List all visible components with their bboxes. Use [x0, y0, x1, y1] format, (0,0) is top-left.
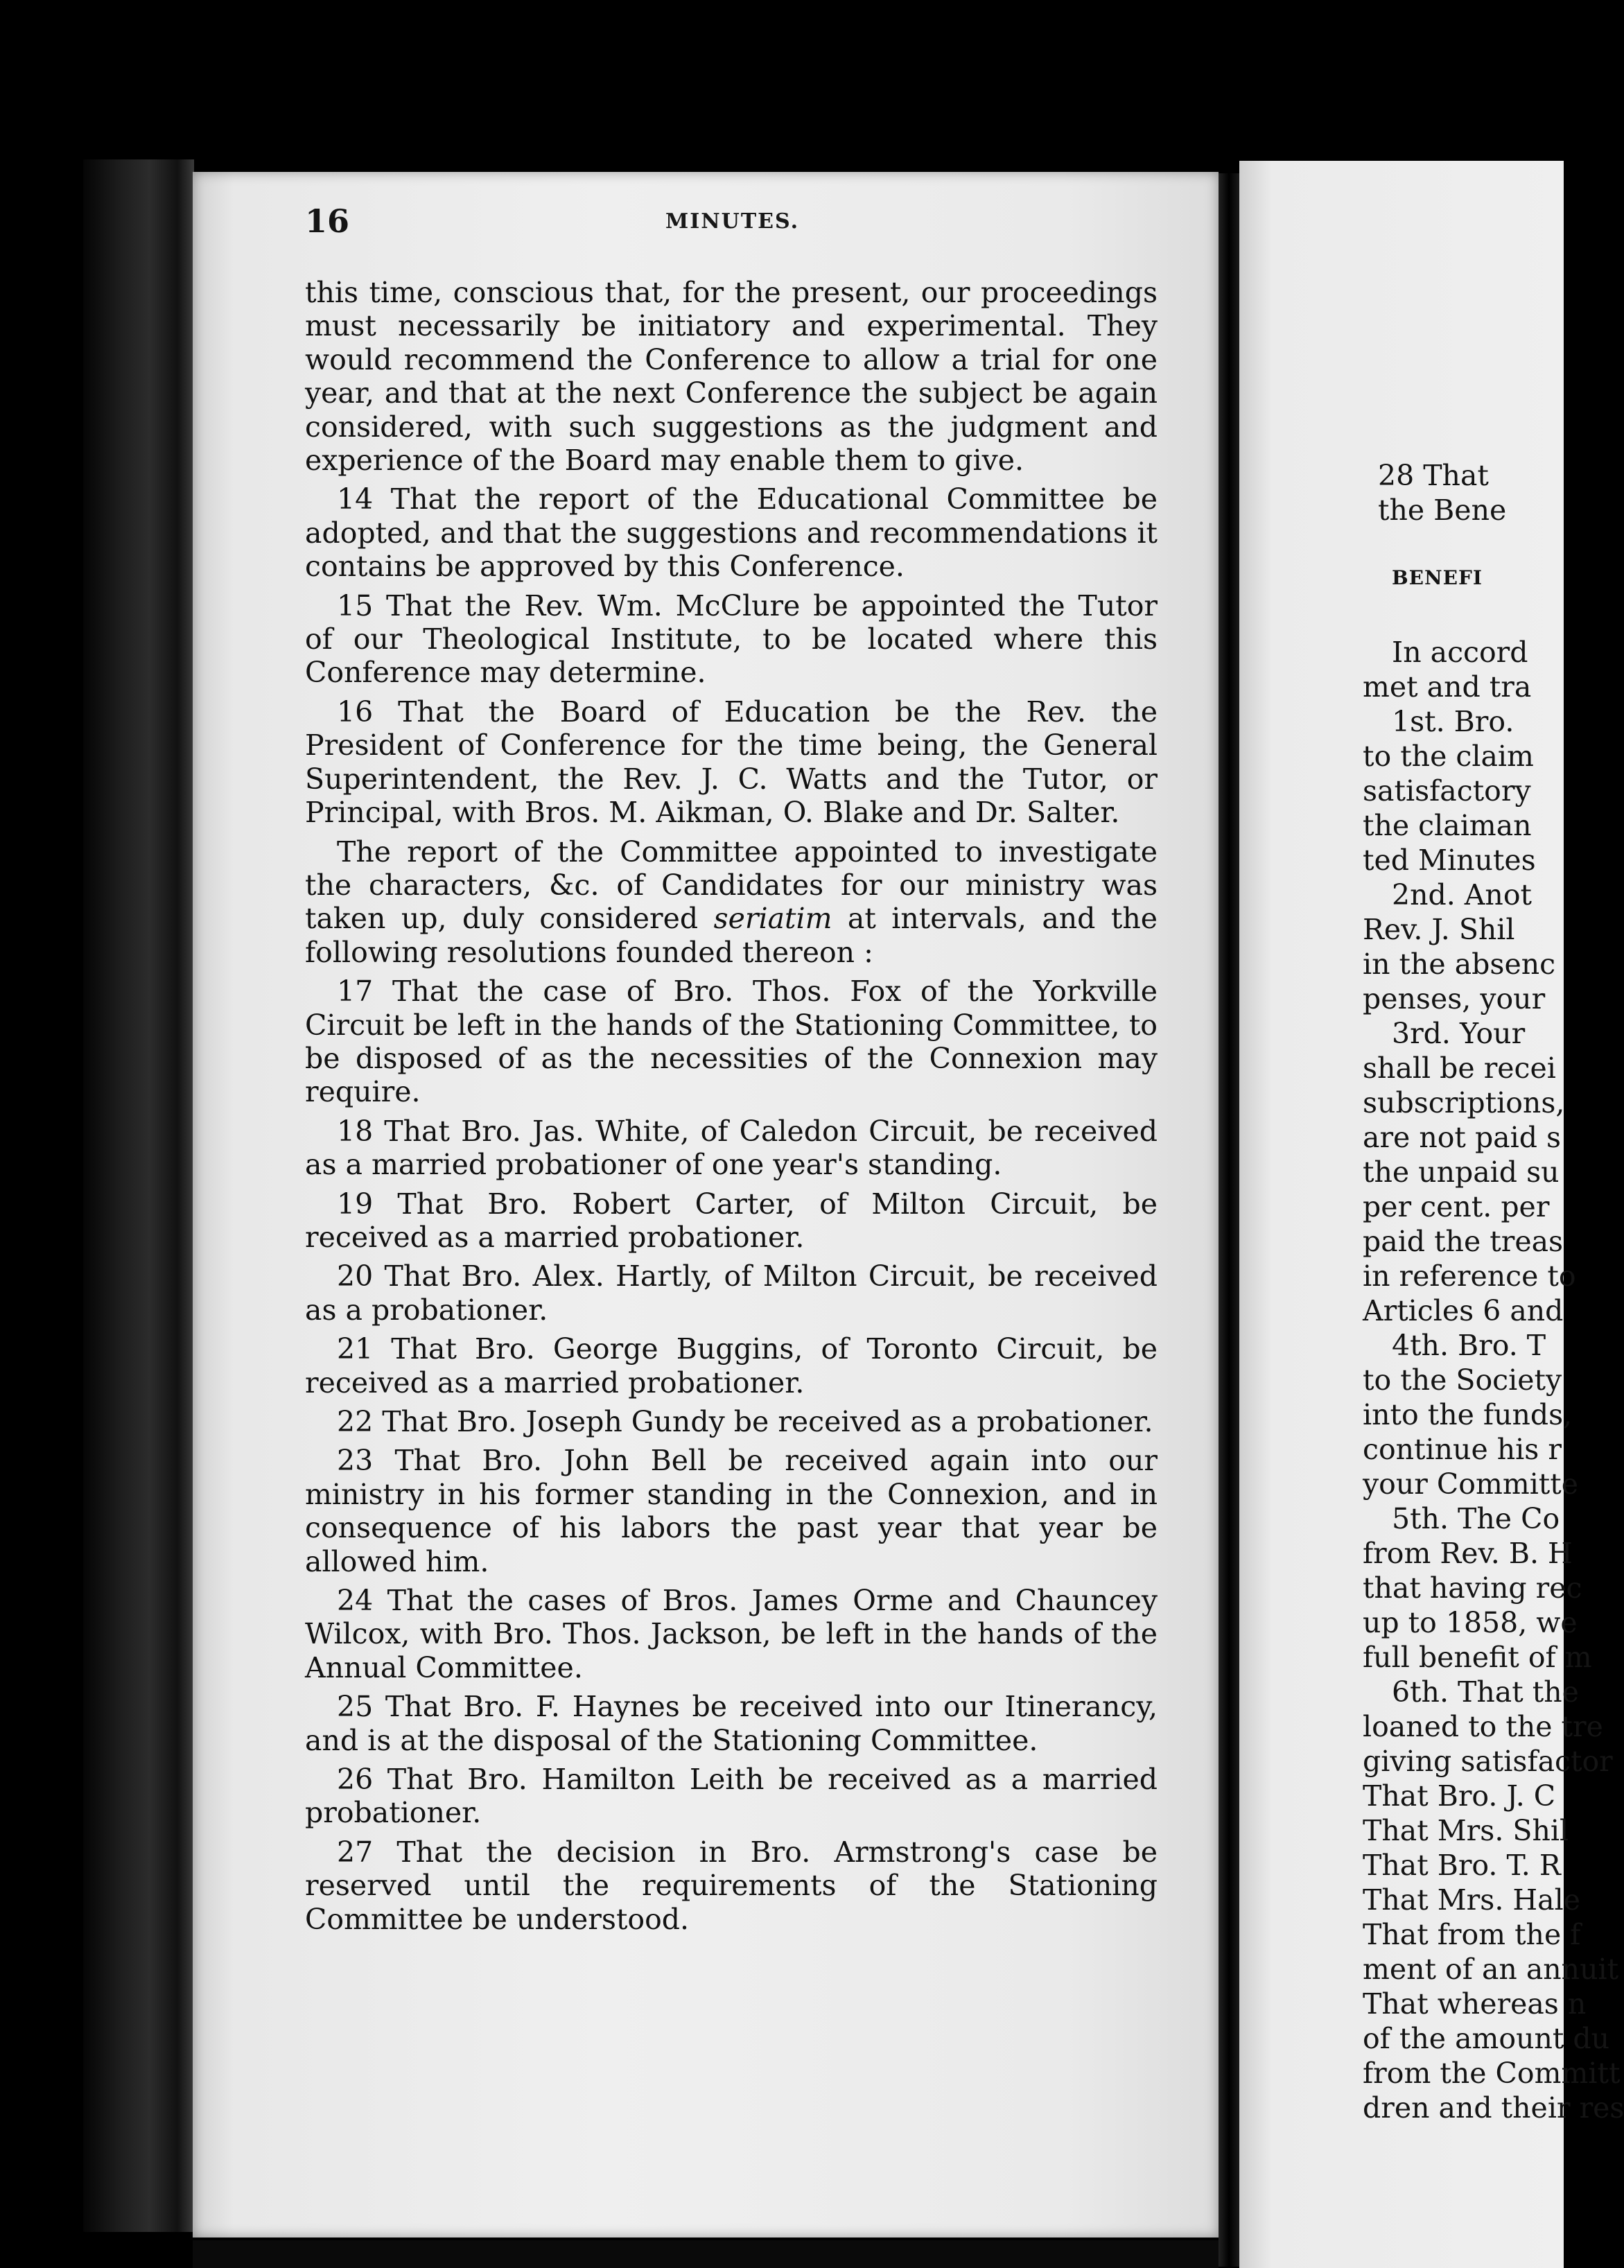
right-page-line: 28 That [1378, 459, 1489, 492]
resolution-15: 15 That the Rev. Wm. McClure be appointed the Tutor of our Theological Institute, to be located where this Conference may determine. [305, 588, 1158, 690]
right-page-line: per cent. per [1363, 1190, 1550, 1223]
body-text [305, 276, 1158, 1942]
right-page-line: in reference to [1363, 1259, 1576, 1293]
right-page-line: 3rd. Your [1392, 1017, 1526, 1050]
right-page-line: from the Committ [1363, 2057, 1621, 2090]
right-page-line: are not paid s [1363, 1121, 1562, 1154]
resolution-27: 27 That the decision in Bro. Armstrong's case be reserved until the requirements of the Stationing Committee be understood. [305, 1835, 1158, 1936]
committee-report-paragraph [305, 835, 1158, 970]
right-page-line: to the claim [1363, 740, 1534, 773]
right-page-line: 4th. Bro. T [1392, 1329, 1546, 1362]
right-page-line: That Bro. J. C [1363, 1779, 1556, 1813]
right-page-line: from Rev. B. H [1363, 1537, 1573, 1570]
right-page-line: satisfactory [1363, 774, 1531, 808]
right-page-line: That Mrs. Shil [1363, 1814, 1569, 1847]
right-page-line: dren and their res [1363, 2091, 1624, 2125]
book-spine-edge [83, 159, 194, 2232]
right-page-line: 5th. The Co [1392, 1502, 1560, 1535]
report-text-after: at intervals, and the following resolutions founded thereon : [305, 902, 1158, 969]
resolution-17: 17 That the case of Bro. Thos. Fox of the Yorkville Circuit be left in the hands of the Stationing Committee, to be disposed of as the necessities of the Connexion may require. [305, 975, 1158, 1109]
right-page-line: Rev. J. Shil [1363, 913, 1515, 946]
right-page-line: That Bro. T. R [1363, 1849, 1561, 1882]
right-page-line: the Bene [1378, 494, 1507, 527]
report-text-italic: seriatim [713, 902, 832, 936]
report-text-before: The report of the Committee appointed to investigate the characters, &c. of Candidates for our ministry was taken up, duly considered [305, 835, 1158, 936]
resolution-25: 25 That Bro. F. Haynes be received into our Itinerancy, and is at the disposal of the Stationing Committee. [305, 1690, 1158, 1757]
right-page-line: penses, your [1363, 982, 1546, 1015]
page-header [305, 202, 1158, 244]
resolution-24: 24 That the cases of Bros. James Orme and Chauncey Wilcox, with Bro. Thos. Jackson, be left in the hands of the Annual Committee. [305, 1584, 1158, 1684]
right-page-line: In accord [1392, 636, 1528, 669]
right-page-line: the claiman [1363, 809, 1532, 842]
resolution-14: 14 That the report of the Educational Committee be adopted, and that the suggestions and recommendations it contains be approved by this Conference. [305, 482, 1158, 584]
right-page-line: loaned to the tre [1363, 1710, 1603, 1743]
right-page-line: shall be recei [1363, 1052, 1556, 1085]
page-number: 16 [305, 202, 350, 240]
paragraph-continuation: this time, conscious that, for the present, our proceedings must necessarily be initiatory and experimental. They would recommend the Conference to allow a trial for one year, and that at the next Conference the subject be again considered, with such suggestions as the judgment and experience of the Board may enable them to give. [305, 276, 1158, 478]
right-page-line: up to 1858, we [1363, 1606, 1578, 1639]
running-head: MINUTES. [665, 209, 800, 234]
right-page-line: into the funds, [1363, 1398, 1573, 1431]
right-page-line: That from the f [1363, 1918, 1581, 1951]
right-page-line: continue his r [1363, 1433, 1562, 1466]
right-page [1239, 161, 1624, 2268]
right-page-line: full benefit of m [1363, 1641, 1592, 1674]
resolution-20: 20 That Bro. Alex. Hartly, of Milton Circuit, be received as a probationer. [305, 1259, 1158, 1327]
resolution-23: 23 That Bro. John Bell be received again into our ministry in his former standing in the Connexion, and in consequence of his labors the past year that year be allowed him. [305, 1444, 1158, 1578]
right-page-line: to the Society [1363, 1363, 1562, 1397]
right-page-line: ted Minutes [1363, 844, 1536, 877]
right-page-line: that having rec [1363, 1571, 1582, 1605]
resolution-16: 16 That the Board of Education be the Rev. the President of Conference for the time being, the General Superintendent, the Rev. J. C. Watts and the Tutor, or Principal, with Bros. M. Aikman, O. Blake and Dr. Salter. [305, 695, 1158, 830]
page-bottom-shadow [193, 2240, 1219, 2268]
right-page-line: giving satisfactor [1363, 1745, 1613, 1778]
resolution-19: 19 That Bro. Robert Carter, of Milton Circuit, be received as a married probationer. [305, 1187, 1158, 1254]
right-page-line: the unpaid su [1363, 1155, 1560, 1189]
right-page-line: paid the treas [1363, 1225, 1564, 1258]
right-page-line: That Mrs. Hale [1363, 1883, 1580, 1917]
right-page-line: ment of an annuit [1363, 1953, 1619, 1986]
right-page-line: That whereas n [1363, 1987, 1587, 2021]
resolution-26: 26 That Bro. Hamilton Leith be received as a married probationer. [305, 1763, 1158, 1830]
right-page-line: in the absenc [1363, 948, 1556, 981]
right-page-line: BENEFI [1392, 566, 1483, 589]
right-page-line: your Committe [1363, 1467, 1579, 1501]
right-page-line: met and tra [1363, 670, 1532, 704]
right-page-line: subscriptions, [1363, 1086, 1565, 1119]
right-page-line: of the amount du [1363, 2022, 1610, 2055]
right-page-line: 1st. Bro. [1392, 705, 1514, 738]
right-page-line: Articles 6 and [1363, 1294, 1564, 1327]
resolution-21: 21 That Bro. George Buggins, of Toronto Circuit, be received as a married probationer. [305, 1332, 1158, 1399]
page-gutter [1219, 173, 1239, 2267]
right-page-line: 2nd. Anot [1392, 878, 1532, 911]
resolution-18: 18 That Bro. Jas. White, of Caledon Circuit, be received as a married probationer of one year's standing. [305, 1114, 1158, 1182]
resolution-22: 22 That Bro. Joseph Gundy be received as a probationer. [337, 1405, 1153, 1438]
right-page-line: 6th. That the [1392, 1675, 1579, 1709]
